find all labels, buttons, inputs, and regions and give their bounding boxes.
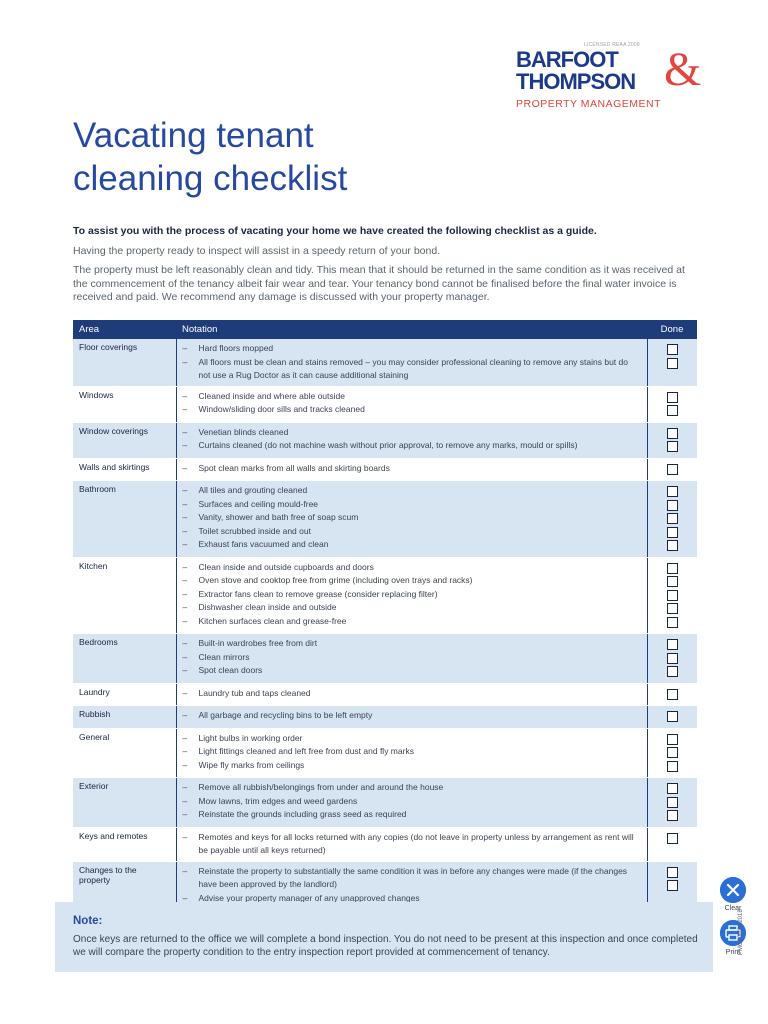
dash-marker: –	[182, 665, 188, 675]
done-checkbox[interactable]	[667, 405, 678, 416]
dash-marker: –	[182, 638, 188, 648]
dash-marker: –	[182, 440, 188, 450]
notation-item	[183, 439, 641, 453]
done-checkbox[interactable]	[667, 711, 678, 722]
notation-item	[183, 745, 641, 759]
dash-marker: –	[182, 782, 188, 792]
notation-item	[183, 588, 641, 602]
dash-marker: –	[182, 512, 188, 522]
notation-text: Kitchen surfaces clean and grease-free	[198, 615, 347, 626]
checklist-body	[73, 339, 697, 909]
done-checkbox[interactable]	[667, 486, 678, 497]
notation-text: Venetian blinds cleaned	[198, 426, 289, 437]
dash-marker: –	[182, 426, 188, 437]
table-row	[73, 683, 697, 706]
done-checkbox[interactable]	[667, 441, 678, 452]
dash-marker: –	[182, 759, 188, 770]
dash-marker: –	[182, 498, 188, 509]
row-done	[647, 422, 697, 458]
row-notations	[176, 634, 647, 684]
intro-paragraph-1: Having the property ready to inspect will assist in a speedy return of your bond.	[73, 244, 441, 257]
done-checkbox[interactable]	[667, 639, 678, 650]
row-notations	[176, 422, 647, 458]
notation-item	[183, 484, 641, 498]
row-area: Windows	[73, 386, 176, 422]
notation-text: Toilet scrubbed inside and out	[198, 525, 311, 536]
table-row	[73, 778, 697, 828]
row-area: General	[73, 728, 176, 778]
notation-text: All tiles and grouting cleaned	[198, 485, 308, 495]
row-done	[647, 706, 697, 729]
clear-label: Clear	[724, 905, 742, 912]
done-checkbox[interactable]	[667, 428, 678, 439]
notation-item	[183, 403, 641, 417]
notation-item	[183, 865, 641, 892]
intro-lead: To assist you with the process of vacating your home we have created the following checklist as a guide.	[73, 225, 597, 237]
row-done	[647, 481, 697, 558]
table-row	[73, 634, 697, 684]
document-code: PMG0003a-2018	[738, 909, 744, 955]
done-checkbox[interactable]	[667, 540, 678, 551]
done-checkbox[interactable]	[667, 500, 678, 511]
intro-paragraph-2: The property must be left reasonably clean and tidy. This mean that it should be returned in the same condition as it was received at the commencement of the tenancy albeit fair wear and tear. Your tenancy bond cannot be finalised before the final water invoice is received and paid. We recommend any damage is discussed with your property manager.	[73, 264, 685, 303]
notation-item	[183, 651, 641, 665]
notation-text: Cleaned inside and where able outside	[198, 390, 345, 401]
dash-marker: –	[182, 539, 188, 549]
row-notations	[176, 339, 647, 386]
notation-item	[183, 781, 641, 795]
row-area: Exterior	[73, 778, 176, 828]
done-checkbox[interactable]	[667, 603, 678, 614]
done-checkbox[interactable]	[667, 563, 678, 574]
notation-item	[183, 601, 641, 615]
notation-item	[183, 538, 641, 552]
note-title: Note:	[73, 915, 103, 927]
table-row	[73, 728, 697, 778]
notation-text: All garbage and recycling bins to be left empty	[198, 710, 373, 720]
row-area: Floor coverings	[73, 339, 176, 386]
row-area: Laundry	[73, 683, 176, 706]
dash-marker: –	[182, 795, 188, 806]
row-area: Keys and remotes	[73, 827, 176, 861]
row-area: Bathroom	[73, 481, 176, 558]
dash-marker: –	[182, 732, 188, 743]
notation-item	[183, 808, 641, 822]
notation-text: Clean mirrors	[198, 651, 250, 662]
notation-item	[183, 356, 641, 383]
table-row	[73, 458, 697, 481]
row-done	[647, 728, 697, 778]
done-checkbox[interactable]	[667, 590, 678, 601]
logo-tagline: PROPERTY MANAGEMENT	[516, 98, 662, 110]
row-done	[647, 778, 697, 828]
notation-text: Laundry tub and taps cleaned	[198, 687, 311, 698]
title-line-1: Vacating tenant	[73, 116, 314, 155]
done-checkbox[interactable]	[667, 734, 678, 745]
notation-text: Clean inside and outside cupboards and doors	[198, 561, 374, 572]
notation-text: Vanity, shower and bath free of soap scum	[198, 512, 359, 522]
notation-item	[183, 342, 641, 356]
row-area: Changes to the property	[73, 861, 176, 909]
table-row	[73, 557, 697, 634]
intro-section	[73, 225, 697, 311]
notation-text: Curtains cleaned (do not machine wash without prior approval, to remove any marks, mould or spills)	[198, 440, 578, 450]
checklist-table	[73, 320, 697, 909]
notation-item	[183, 709, 641, 723]
dash-marker: –	[182, 831, 188, 842]
row-notations	[176, 386, 647, 422]
done-checkbox[interactable]	[667, 761, 678, 772]
notation-text: Built-in wardrobes free from dirt	[198, 638, 318, 648]
title-line-2: cleaning checklist	[73, 159, 348, 198]
table-row	[73, 386, 697, 422]
notation-text: Wipe fly marks from ceilings	[198, 759, 305, 770]
notation-item	[183, 390, 641, 404]
logo-licence: LICENSED REAA 2008	[584, 42, 640, 48]
row-done	[647, 458, 697, 481]
done-checkbox[interactable]	[667, 527, 678, 538]
dash-marker: –	[182, 615, 188, 626]
notation-item	[183, 498, 641, 512]
logo-line-2: THOMPSON	[516, 69, 636, 94]
done-checkbox[interactable]	[667, 810, 678, 821]
notation-item	[183, 615, 641, 629]
dash-marker: –	[182, 485, 188, 495]
table-row	[73, 339, 697, 386]
done-checkbox[interactable]	[667, 358, 678, 369]
notation-item	[183, 759, 641, 773]
notation-item	[183, 637, 641, 651]
header-notation: Notation	[176, 320, 647, 339]
clear-button[interactable]	[720, 877, 746, 903]
row-area: Window coverings	[73, 422, 176, 458]
close-icon	[720, 877, 746, 903]
dash-marker: –	[182, 746, 188, 756]
row-notations	[176, 557, 647, 634]
note-box	[55, 902, 713, 972]
dash-marker: –	[182, 710, 188, 720]
page-title	[73, 114, 473, 200]
row-area: Bedrooms	[73, 634, 176, 684]
row-notations	[176, 728, 647, 778]
done-checkbox[interactable]	[667, 880, 678, 891]
notation-item	[183, 732, 641, 746]
table-row	[73, 481, 697, 558]
row-done	[647, 557, 697, 634]
notation-text: Remotes and keys for all locks returned with any copies (do not leave in property unless by arrangement as rent will be payable until all keys returned)	[198, 831, 634, 855]
notation-text: Remove all rubbish/belongings from under and around the house	[198, 782, 444, 792]
notation-text: Spot clean marks from all walls and skirting boards	[198, 462, 390, 473]
done-checkbox[interactable]	[667, 833, 678, 844]
notation-item	[183, 831, 641, 858]
notation-text: Oven stove and cooktop free from grime (including oven trays and racks)	[198, 575, 473, 585]
notation-item	[183, 561, 641, 575]
done-checkbox[interactable]	[667, 392, 678, 403]
dash-marker: –	[182, 462, 188, 473]
table-row	[73, 827, 697, 861]
notation-item	[183, 426, 641, 440]
done-checkbox[interactable]	[667, 513, 678, 524]
row-done	[647, 827, 697, 861]
notation-text: Window/sliding door sills and tracks cleaned	[198, 404, 365, 414]
notation-text: Dishwasher clean inside and outside	[198, 602, 337, 612]
row-done	[647, 386, 697, 422]
dash-marker: –	[182, 343, 188, 353]
done-checkbox[interactable]	[667, 783, 678, 794]
done-checkbox[interactable]	[667, 344, 678, 355]
done-checkbox[interactable]	[667, 797, 678, 808]
notation-text: Mow lawns, trim edges and weed gardens	[198, 795, 358, 806]
row-area: Rubbish	[73, 706, 176, 729]
notation-text: Hard floors mopped	[198, 343, 274, 353]
logo-ampersand: &	[664, 43, 702, 96]
row-done	[647, 339, 697, 386]
notation-text: Reinstate the grounds including grass seed as required	[198, 809, 407, 819]
note-body: Once keys are returned to the office we will complete a bond inspection. You do not need to be present at this inspection and once completed we will compare the property condition to the entry inspection report provided at commencement of tenancy.	[73, 934, 698, 958]
notation-text: Extractor fans clean to remove grease (consider replacing filter)	[198, 588, 438, 599]
row-notations	[176, 683, 647, 706]
table-row	[73, 422, 697, 458]
header-done: Done	[647, 320, 697, 339]
row-done	[647, 683, 697, 706]
row-notations	[176, 706, 647, 729]
notation-text: Light bulbs in working order	[198, 732, 303, 743]
dash-marker: –	[182, 602, 188, 612]
notation-text: Spot clean doors	[198, 665, 263, 675]
dash-marker: –	[182, 356, 188, 367]
notation-item	[183, 525, 641, 539]
notation-text: All floors must be clean and stains removed – you may consider professional cleaning to remove any stains but do not use a Rug Doctor as it can cause additional staining	[198, 356, 628, 380]
notation-text: Reinstate the property to substantially the same condition it was in before any changes were made (if the changes have been approved by the landlord)	[198, 865, 628, 889]
logo-line-1: BARFOOT	[516, 47, 618, 72]
row-done	[647, 634, 697, 684]
notation-text: Light fittings cleaned and left free from dust and fly marks	[198, 746, 414, 756]
row-notations	[176, 481, 647, 558]
dash-marker: –	[182, 865, 188, 876]
notation-item	[183, 462, 641, 476]
row-area: Walls and skirtings	[73, 458, 176, 481]
notation-item	[183, 664, 641, 678]
dash-marker: –	[182, 404, 188, 414]
notation-text: Advise your property manager of any unapproved changes	[198, 892, 420, 903]
dash-marker: –	[182, 588, 188, 599]
notation-item	[183, 687, 641, 701]
dash-marker: –	[182, 892, 188, 903]
dash-marker: –	[182, 390, 188, 401]
done-checkbox[interactable]	[667, 464, 678, 475]
table-header-row	[73, 320, 697, 339]
done-checkbox[interactable]	[667, 747, 678, 758]
notation-item	[183, 511, 641, 525]
notation-item	[183, 795, 641, 809]
notation-item	[183, 574, 641, 588]
row-notations	[176, 778, 647, 828]
done-checkbox[interactable]	[667, 867, 678, 878]
header-area: Area	[73, 320, 176, 339]
done-checkbox[interactable]	[667, 576, 678, 587]
notation-text: Exhaust fans vacuumed and clean	[198, 539, 329, 549]
row-notations	[176, 827, 647, 861]
row-notations	[176, 458, 647, 481]
done-checkbox[interactable]	[667, 617, 678, 628]
company-logo	[514, 40, 714, 114]
notation-text: Surfaces and ceiling mould-free	[198, 498, 319, 509]
dash-marker: –	[182, 687, 188, 698]
dash-marker: –	[182, 575, 188, 585]
done-checkbox[interactable]	[667, 689, 678, 700]
dash-marker: –	[182, 561, 188, 572]
row-area: Kitchen	[73, 557, 176, 634]
dash-marker: –	[182, 651, 188, 662]
done-checkbox[interactable]	[667, 653, 678, 664]
table-row	[73, 706, 697, 729]
done-checkbox[interactable]	[667, 666, 678, 677]
dash-marker: –	[182, 809, 188, 819]
dash-marker: –	[182, 525, 188, 536]
print-label: Print	[725, 949, 741, 956]
